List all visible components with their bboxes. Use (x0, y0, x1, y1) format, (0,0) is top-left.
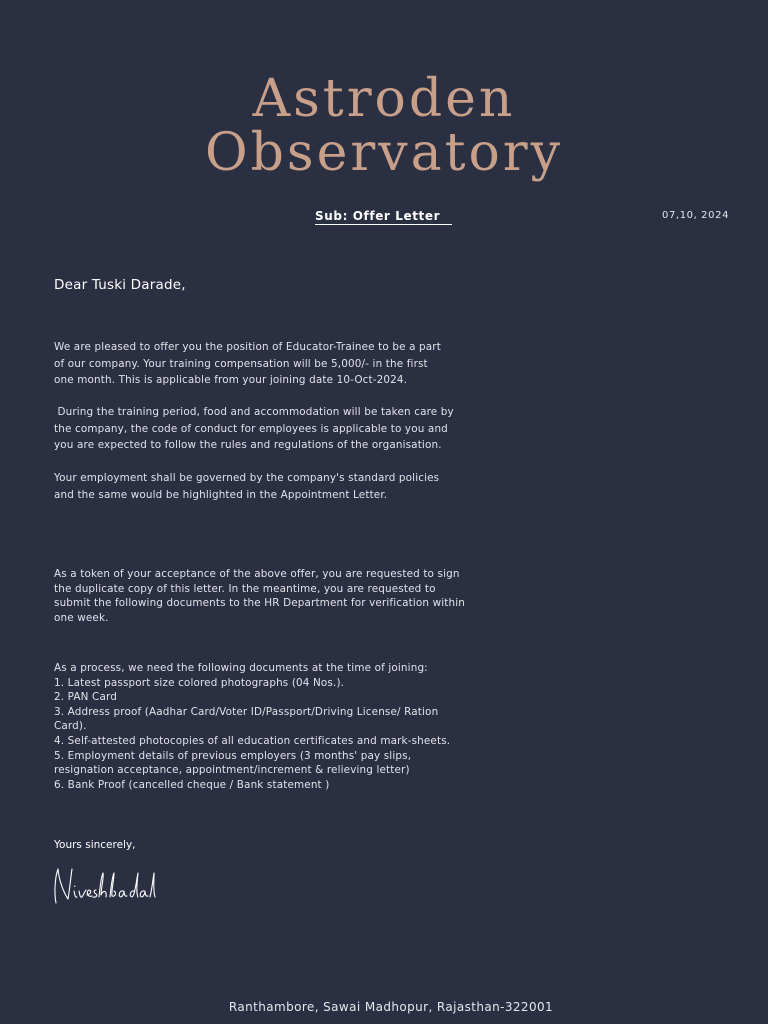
paragraph-line: the company, the code of conduct for employees is applicable to you and (54, 422, 448, 435)
list-item: 3. Address proof (Aadhar Card/Voter ID/Passport/Driving License/ Ration (54, 705, 439, 718)
list-item: 1. Latest passport size colored photographs (04 Nos.). (54, 676, 345, 689)
paragraph-acceptance (54, 567, 534, 625)
paragraph-line: During the training period, food and accommodation will be taken care by (54, 406, 454, 418)
greeting: Dear Tuski Darade, (54, 277, 186, 293)
paragraph-line: you are expected to follow the rules and regulations of the organisation. (54, 439, 442, 451)
paragraph-employment (54, 470, 534, 503)
list-item: 4. Self-attested photocopies of all education certificates and mark-sheets. (54, 734, 451, 747)
documents-list (54, 661, 534, 792)
signature (50, 863, 160, 911)
list-intro: As a process, we need the following documents at the time of joining: (54, 662, 428, 674)
paragraph-line: We are pleased to offer you the position of Educator-Trainee to be a part (54, 341, 441, 353)
paragraph-offer (54, 339, 534, 389)
paragraph-line: the duplicate copy of this letter. In the meantime, you are requested to (54, 582, 436, 595)
subject-line: Sub: Offer Letter (315, 209, 452, 225)
list-item: 6. Bank Proof (cancelled cheque / Bank statement ) (54, 778, 330, 791)
paragraph-line: Your employment shall be governed by the company's standard policies (54, 472, 440, 484)
closing: Yours sincerely, (54, 839, 136, 851)
list-item: 2. PAN Card (54, 691, 117, 704)
list-item: Card). (54, 720, 87, 733)
paragraph-line: submit the following documents to the HR Department for verification within (54, 597, 465, 609)
list-item: 5. Employment details of previous employers (3 months' pay slips, (54, 749, 412, 762)
paragraph-line: of our company. Your training compensation will be 5,000/- in the first (54, 357, 428, 370)
footer-address: Ranthambore, Sawai Madhopur, Rajasthan-322001 (228, 1000, 554, 1014)
company-name-line2: Observatory (204, 123, 564, 183)
paragraph-training (54, 404, 534, 454)
paragraph-line: one week. (54, 611, 109, 624)
paragraph-line: and the same would be highlighted in the Appointment Letter. (54, 488, 388, 501)
list-item: resignation acceptance, appointment/increment & relieving letter) (54, 764, 410, 777)
letter-date: 07,10, 2024 (662, 210, 730, 221)
company-name-line1: Astroden (252, 69, 516, 129)
paragraph-line: As a token of your acceptance of the above offer, you are requested to sign (54, 568, 460, 580)
paragraph-line: one month. This is applicable from your joining date 10-Oct-2024. (54, 374, 408, 386)
